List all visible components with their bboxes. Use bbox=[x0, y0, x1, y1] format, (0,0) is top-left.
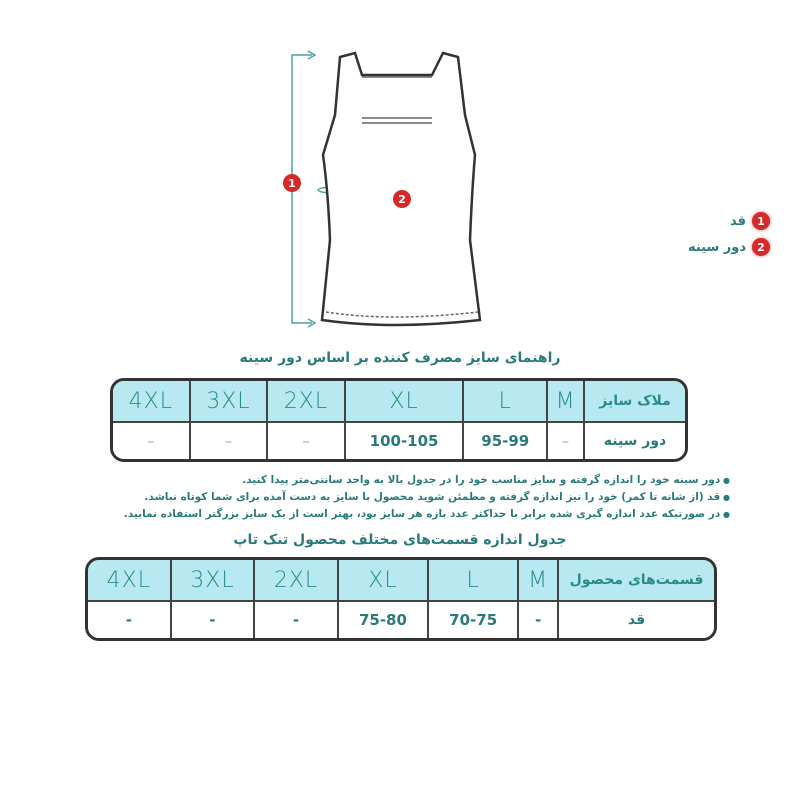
legend-item-chest bbox=[688, 238, 770, 256]
legend-item-height bbox=[688, 212, 770, 230]
note: ● قد (از شانه تا کمر) خود را نیز اندازه گرفته و مطمئن شوید محصول با سایز به دست آمده برای شما کوتاه نباشد. bbox=[30, 489, 730, 506]
cell-value: 75-80 bbox=[339, 602, 429, 638]
size-xl: XL bbox=[339, 560, 429, 602]
cell-value: - bbox=[88, 602, 172, 638]
product-measurements-table bbox=[85, 557, 717, 641]
size-l: L bbox=[429, 560, 519, 602]
size-2xl: 2XL bbox=[268, 381, 346, 423]
cell-value: 100-105 bbox=[346, 423, 465, 459]
cell-value: – bbox=[268, 423, 346, 459]
size-3xl: 3XL bbox=[191, 381, 269, 423]
cell-value: 70-75 bbox=[429, 602, 519, 638]
marker-1-icon: 1 bbox=[752, 212, 770, 230]
size-m: M bbox=[519, 560, 559, 602]
size-4xl: 4XL bbox=[88, 560, 172, 602]
cell-value: – bbox=[113, 423, 191, 459]
cell-value: - bbox=[519, 602, 559, 638]
note: ● دور سینه خود را اندازه گرفته و سایز مناسب خود را در جدول بالا به واحد سانتی‌متر پیدا کنید. bbox=[30, 472, 730, 489]
row-label: دور سینه bbox=[585, 423, 685, 459]
tank-top-diagram bbox=[280, 40, 500, 340]
legend bbox=[688, 212, 770, 264]
size-2xl: 2XL bbox=[255, 560, 339, 602]
note: ● در صورتیکه عدد اندازه گیری شده برابر با حداکثر عدد بازه هر سایز بود، بهتر است از یک سایز بزرگتر استفاده نمایید. bbox=[30, 506, 730, 523]
size-m: M bbox=[548, 381, 585, 423]
marker-2-icon: 2 bbox=[752, 238, 770, 256]
size-guide-table bbox=[110, 378, 688, 462]
legend-label: قد bbox=[729, 213, 746, 229]
table1-title: راهنمای سایز مصرف کننده بر اساس دور سینه bbox=[239, 350, 561, 366]
size-l: L bbox=[464, 381, 548, 423]
cell-value: - bbox=[255, 602, 339, 638]
cell-value: - bbox=[172, 602, 256, 638]
header-label: ملاک سایز bbox=[585, 381, 685, 423]
svg-text:1: 1 bbox=[288, 177, 296, 190]
notes bbox=[30, 472, 730, 523]
cell-value: 95-99 bbox=[464, 423, 548, 459]
svg-text:2: 2 bbox=[398, 193, 406, 206]
table2-title: جدول اندازه قسمت‌های مختلف محصول تنک تاپ bbox=[233, 532, 567, 548]
size-3xl: 3XL bbox=[172, 560, 256, 602]
cell-value: – bbox=[548, 423, 585, 459]
size-4xl: 4XL bbox=[113, 381, 191, 423]
header-label: قسمت‌های محصول bbox=[559, 560, 714, 602]
size-xl: XL bbox=[346, 381, 465, 423]
cell-value: – bbox=[191, 423, 269, 459]
legend-label: دور سینه bbox=[687, 239, 746, 255]
row-label: قد bbox=[559, 602, 714, 638]
